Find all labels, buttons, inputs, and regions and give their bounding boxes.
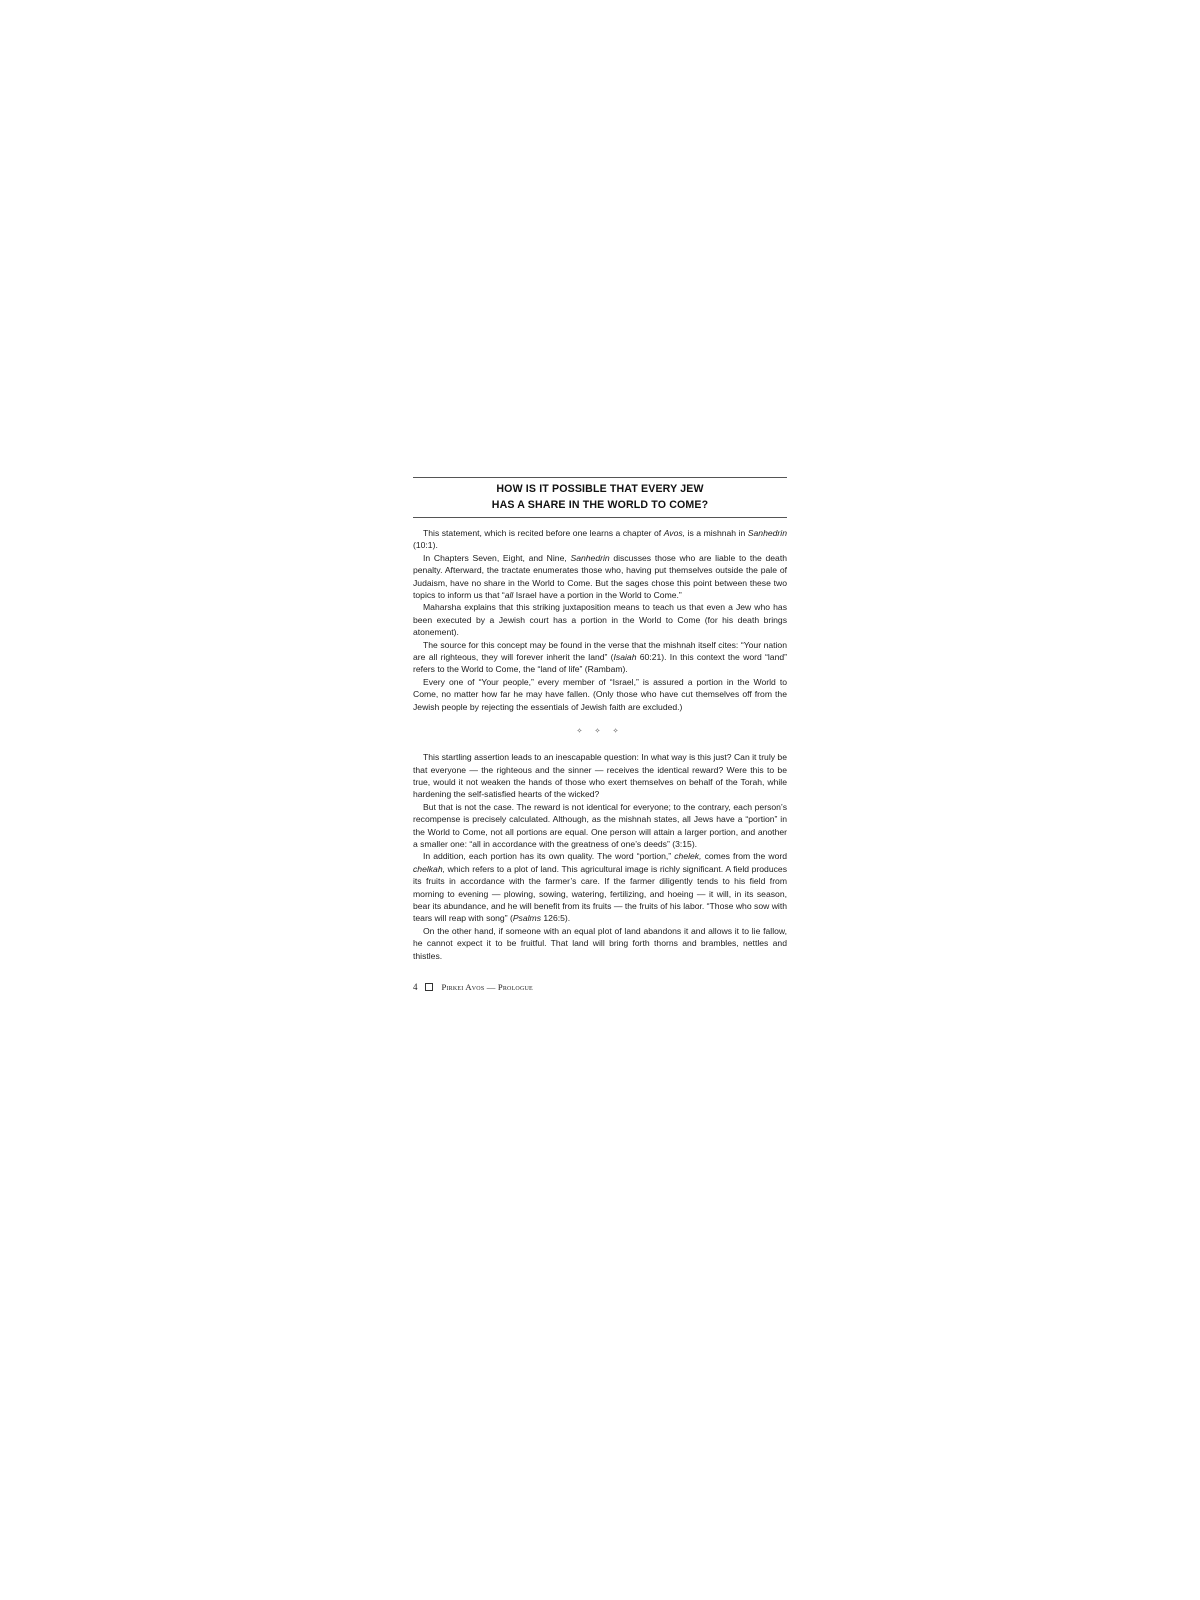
paragraph — [413, 552, 787, 602]
italic-text: all — [504, 590, 514, 601]
page-number: 4 — [413, 982, 418, 992]
paragraph — [413, 925, 787, 962]
italic-text: Isaiah — [613, 652, 637, 663]
paragraph-text: is a mishnah in — [685, 528, 748, 538]
section-2-body — [413, 751, 787, 962]
paragraph — [413, 751, 787, 801]
paragraph-text: comes from the word — [701, 851, 787, 862]
page-footer — [413, 982, 787, 992]
paragraph — [413, 601, 787, 638]
square-outline-icon — [425, 983, 433, 991]
paragraph-text: 60:21). In this context the word “land” refers to the World to Come, the “land of life” (Rambam). — [413, 652, 787, 675]
italic-text: chelkah, — [413, 863, 446, 874]
paragraph-text: But that is not the case. The reward is not identical for everyone; to the contrary, each person’s recompense is precisely calculated. Although, as the mishnah states, all Jews have a “portion” in the World to Come, not all portions are equal. One person will attain a larger portion, and another a smaller one: “all in accordance with the greatness of one’s deeds” (3:15). — [413, 801, 787, 849]
paragraph — [413, 527, 787, 552]
paragraph-text: This statement, which is recited before one learns a chapter of — [423, 528, 664, 538]
paragraph-text: In addition, each portion has its own quality. The word “portion,” — [423, 851, 675, 862]
italic-text: chelek, — [674, 851, 702, 862]
paragraph — [413, 676, 787, 713]
paragraph-text: discusses those who are liable to the death penalty. Afterward, the tractate enumerates those who, having put themselves outside the pale of Judaism, have no share in the World to Come. But the sages chose this point between these two topics to inform us that “ — [413, 552, 787, 601]
section-heading — [413, 478, 787, 517]
paragraph-text: Every one of “Your people,” every member of “Israel,” is assured a portion in the World to Come, no matter how far he may have fallen. (Only those who have cut themselves off from the Jewish people by rejecting the essentials of Jewish faith are excluded.) — [413, 676, 787, 712]
running-head: Pirkei Avos — Prologue — [441, 982, 533, 992]
heading-line-1: HOW IS IT POSSIBLE THAT EVERY JEW — [496, 483, 704, 495]
section-1-body — [413, 527, 787, 713]
heading-line-2: HAS A SHARE IN THE WORLD TO COME? — [491, 498, 709, 511]
paragraph-text: Maharsha explains that this striking juxtaposition means to teach us that even a Jew who has been executed by a Jewish court has a portion in the World to Come (for his death brings atonement). — [413, 602, 787, 638]
italic-text: Psalms — [512, 913, 542, 924]
paragraph-text: (10:1). — [413, 540, 438, 551]
ornament-divider: ✧ ✧ ✧ — [576, 727, 624, 736]
italic-text: Avos, — [663, 528, 686, 538]
paragraph-text: In Chapters Seven, Eight, and Nine, — [423, 552, 571, 563]
paragraph — [413, 850, 787, 924]
paragraph-text: 126:5). — [541, 913, 571, 924]
paragraph-text: Israel have a portion in the World to Come.” — [513, 590, 682, 601]
italic-text: Sanhedrin — [570, 552, 610, 563]
paragraph — [413, 639, 787, 676]
paragraph-text: which refers to a plot of land. This agricultural image is richly significant. A field produces its fruits in accordance with the farmer’s care. If the farmer diligently tends to his field from morning to evening — plowing, sowing, watering, fertilizing, and hoeing — it will, in its season, bear its abundance, and he will benefit from its fruits — the fruits of his labor. “Those who sow with tears will reap with song” ( — [413, 863, 787, 924]
paragraph-text: The source for this concept may be found in the verse that the mishnah itself cites: “Your nation are all righteous, they will forever inherit the land” ( — [413, 639, 787, 663]
paragraph-text: This startling assertion leads to an inescapable question: In what way is this just? Can it truly be that everyone — the righteous and the sinner — receives the identical reward? Were this to be true, would it not weaken the hands of those who exert themselves on behalf of the Torah, while hardening the self-satisfied hearts of the wicked? — [413, 752, 787, 800]
paragraph — [413, 801, 787, 851]
bottom-rule — [413, 517, 787, 518]
italic-text: Sanhedrin — [747, 528, 787, 538]
paragraph-text: On the other hand, if someone with an equal plot of land abandons it and allows it to lie fallow, he cannot expect it to be fruitful. That land will bring forth thorns and brambles, nettles and thistles. — [413, 925, 787, 961]
book-page — [413, 477, 787, 992]
